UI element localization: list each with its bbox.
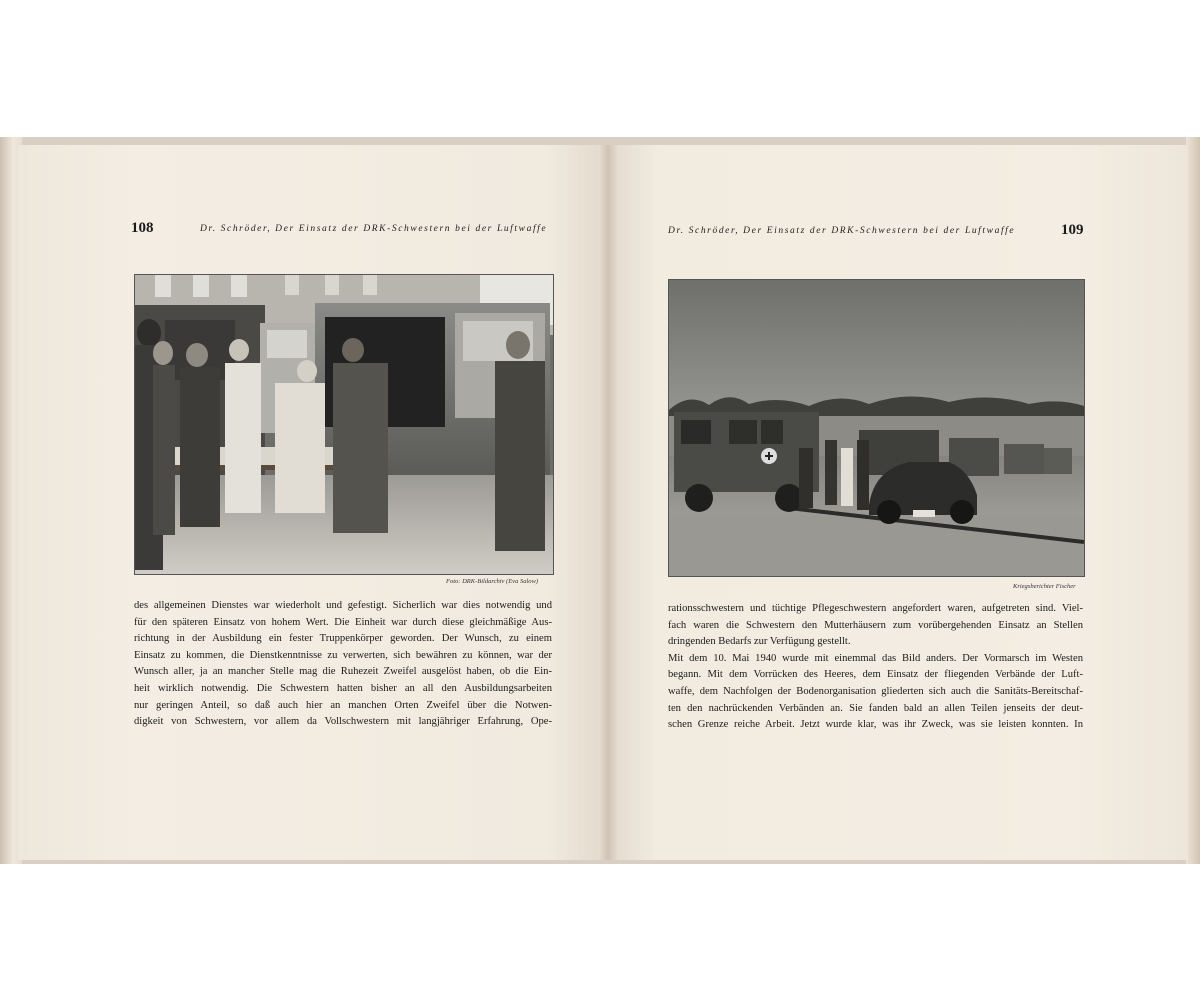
running-head-right: Dr. Schröder, Der Einsatz der DRK-Schwestern bei der Luftwaffe [668, 226, 1016, 236]
text-line: dringenden Bedarfs zur Verfügung gestellt. [668, 636, 851, 648]
text-line: nur geringen Anteil, so daß auch hier an manchen Orten Zweifel über die Notwen- [134, 699, 552, 711]
book-gutter [598, 145, 618, 860]
text-line: schen Grenze reiche Arbeit. Jetzt wurde klar, was ihr Zweck, was sie leisten konnten. In [668, 719, 1083, 731]
text-line: begann. Mit dem Vorrücken des Heeres, dem Einsatz der fliegenden Verbände der Luft- [668, 669, 1083, 681]
page-number-right: 109 [1061, 222, 1084, 238]
text-line: richtung in der Ausbildung ein fester Truppenkörper geworden. Der Wunsch, zu einem [134, 633, 552, 645]
page-stack-right-edge [1186, 137, 1200, 864]
body-text-right [668, 601, 1083, 734]
text-line: rationsschwestern und tüchtige Pflegeschwestern angefordert waren, aufgetreten sind. Viel- [668, 603, 1083, 614]
text-line: ten den nachrückenden Verbänden an. Sie fanden bald an allen Teilen jenseits der deut- [668, 702, 1083, 714]
running-head-left: Dr. Schröder, Der Einsatz der DRK-Schwestern bei der Luftwaffe [200, 224, 548, 234]
page-number-left: 108 [131, 220, 154, 236]
photo-ambulance-convoy [668, 279, 1085, 577]
text-line: des allgemeinen Dienstes war wiederholt und gefestigt. Sicherlich war dies notwendig und [134, 600, 552, 611]
text-line: für den späteren Einsatz von hohem Wert. Die Einheit war durch diese gleichmäßige Aus- [134, 616, 552, 628]
text-line: fach waren die Schwestern den Mutterhäusern zum vorübergehenden Einsatz an Stellen [668, 619, 1083, 631]
photo-ambulance-stretcher [134, 274, 554, 575]
text-line: Mit dem 10. Mai 1940 wurde mit einemmal das Bild anders. Der Vormarsch im Westen [668, 652, 1083, 664]
text-line: waffe, dem Nachfolgen der Bodenorganisation gliederten sich auch die Sanitäts-Bereitschaf- [668, 685, 1083, 697]
text-line: heit wirklich notwendig. Die Schwestern hatten bisher an all den Ausbildungsarbeiten [134, 682, 552, 694]
photo-caption-right: Kriegsberichter Fischer [1013, 583, 1076, 590]
text-line: digkeit von Schwestern, vor allem da Vollschwestern mit langjähriger Erfahrung, Ope- [134, 716, 552, 728]
text-line: Wunsch aller, ja an mancher Stelle mag die Ruhezeit Zweifel ausgelöst haben, ob die Ein- [134, 666, 552, 678]
text-line: Einsatz zu kommen, die Dienstkenntnisse zu verwerten, sich bewähren zu können, war der [134, 649, 552, 661]
body-text-left [134, 598, 552, 731]
photo-caption-left: Foto: DRK-Bildarchiv (Eva Salow) [446, 578, 539, 585]
